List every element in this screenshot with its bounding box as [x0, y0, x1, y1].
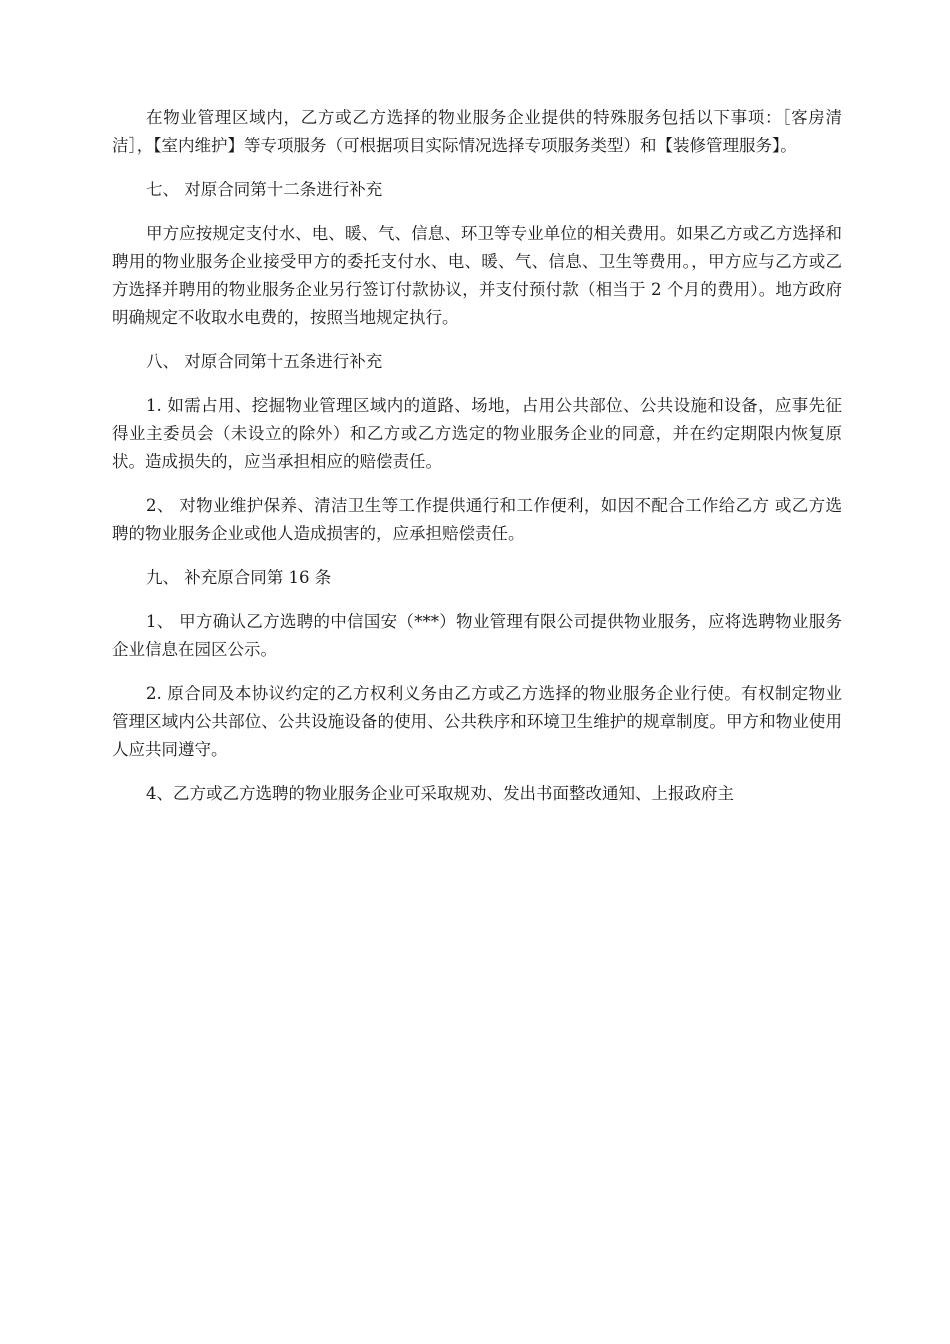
- paragraph-special-services: 在物业管理区域内，乙方或乙方选择的物业服务企业提供的特殊服务包括以下事项：［客房清洁］，【室内维护】等专项服务（可根据项目实际情况选择专项服务类型）和【装修管理服务】。: [112, 108, 842, 155]
- paragraph-maintenance-access: 2、 对物业维护保养、清洁卫生等工作提供通行和工作便利，如因不配合工作给乙方 或乙方选聘的物业服务企业或他人造成损害的，应承担赔偿责任。: [112, 496, 842, 543]
- heading-section-9: 九、 补充原合同第 16 条: [146, 568, 332, 587]
- paragraph-enforcement: 4、乙方或乙方选聘的物业服务企业可采取规劝、发出书面整改通知、上报政府主: [146, 784, 734, 803]
- heading-section-8: 八、 对原合同第十五条进行补充: [146, 352, 383, 371]
- paragraph-service-provider: 1、 甲方确认乙方选聘的中信国安（***）物业管理有限公司提供物业服务，应将选聘物业服务企业信息在园区公示。: [112, 612, 842, 659]
- paragraph-occupancy-consent: 1. 如需占用、挖掘物业管理区域内的道路、场地，占用公共部位、公共设施和设备，应事先征得业主委员会（未设立的除外）和乙方或乙方选定的物业服务企业的同意，并在约定期限内恢复原状。造成损失的，应当承担相应的赔偿责任。: [112, 396, 842, 471]
- document-page: [112, 104, 842, 824]
- paragraph-rights-obligations: 2. 原合同及本协议约定的乙方权利义务由乙方或乙方选择的物业服务企业行使。有权制定物业管理区域内公共部位、公共设施设备的使用、公共秩序和环境卫生维护的规章制度。甲方和物业使用人应共同遵守。: [112, 684, 842, 759]
- heading-section-7: 七、 对原合同第十二条进行补充: [146, 180, 383, 199]
- paragraph-utility-fees: 甲方应按规定支付水、电、暖、气、信息、环卫等专业单位的相关费用。如果乙方或乙方选择和聘用的物业服务企业接受甲方的委托支付水、电、暖、气、信息、卫生等费用。，甲方应与乙方或乙方选择并聘用的物业服务企业另行签订付款协议，并支付预付款（相当于 2 个月的费用）。地方政府明确规定不收取水电费的，按照当地规定执行。: [112, 224, 842, 327]
